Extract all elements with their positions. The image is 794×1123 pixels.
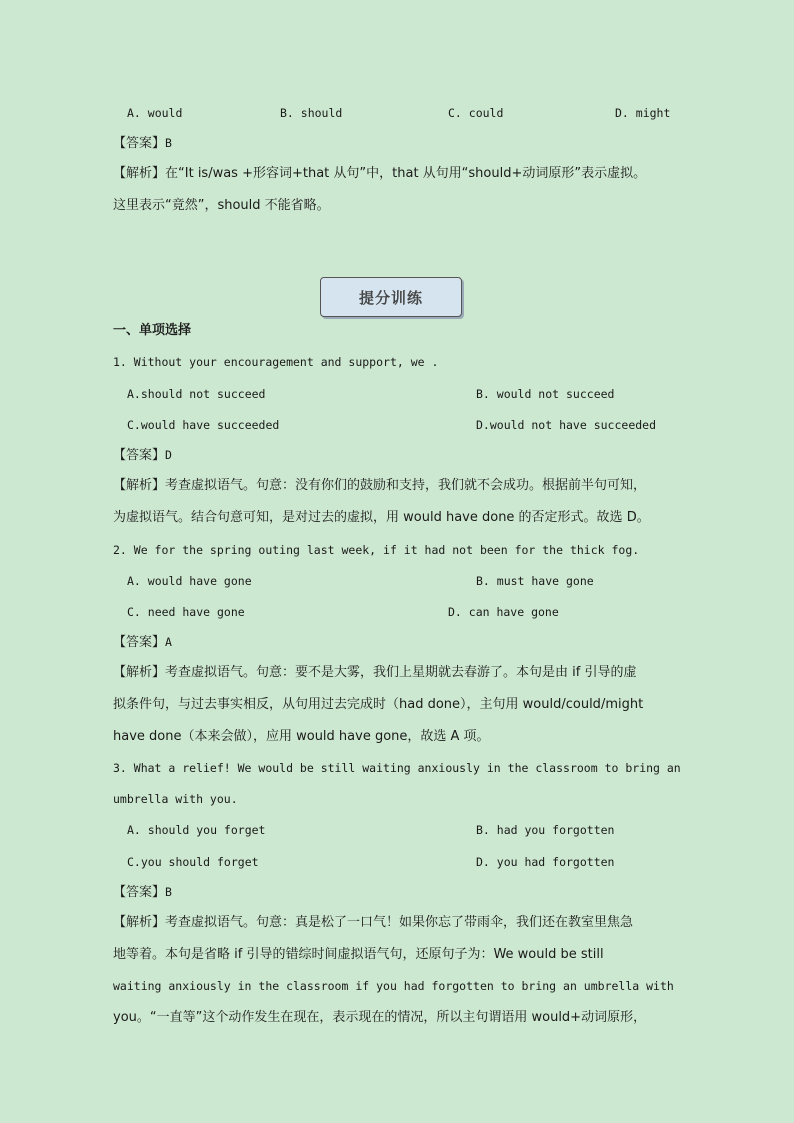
explain-line [113,477,646,495]
option-a: A. would have gone [127,574,252,588]
explain-line [113,914,633,932]
option-b: B. must have gone [476,574,594,588]
option-a: A.should not succeed [127,387,266,401]
answer-value: A [165,635,172,649]
option-b: B. should [280,106,343,120]
explain-line: 地等着。本句是省略 if 引导的错综时间虚拟语气句，还原句子为：We would be still [113,947,604,962]
answer-value: D [165,448,172,462]
explain-text: 在“It is/was +形容词+that 从句”中，that 从句用“should+动词原形”表示虚拟。 [165,166,647,181]
option-c: C.you should forget [127,855,259,869]
option-a: A. should you forget [127,823,266,837]
explain-tag: 【解析】 [113,915,166,930]
explain-line: 这里表示“竟然”，should 不能省略。 [113,198,330,213]
answer-tag: 【答案】 [113,448,166,463]
option-c: C.would have succeeded [127,418,280,432]
answer-line [113,633,172,652]
answer-line [113,446,172,465]
explain-line: you。“一直等”这个动作发生在现在，表示现在的情况，所以主句谓语用 would+动词原形， [113,1010,647,1025]
answer-line [113,134,172,153]
explain-tag: 【解析】 [113,166,166,181]
option-b: B. had you forgotten [476,823,615,837]
explain-tag: 【解析】 [113,665,166,680]
explain-line: waiting anxiously in the classroom if you had forgotten to bring an umbrella with [113,979,674,993]
option-c: C. need have gone [127,605,245,619]
question-stem-cont: umbrella with you. [113,792,238,806]
option-d: D. you had forgotten [476,855,615,869]
answer-tag: 【答案】 [113,635,166,650]
explain-text: 考查虚拟语气。句意：真是松了一口气！如果你忘了带雨伞，我们还在教室里焦急 [165,915,634,930]
section-banner: 提分训练 [320,277,462,317]
option-c: C. could [448,106,504,120]
option-d: D.would not have succeeded [476,418,657,432]
question-stem: 2. We for the spring outing last week, if it had not been for the thick fog. [113,543,640,557]
explain-line: 拟条件句，与过去事实相反，从句用过去完成时（had done），主句用 would/could/might [113,697,644,712]
explain-line [113,664,636,682]
explain-line [113,165,646,183]
explain-line: 为虚拟语气。结合句意可知，是对过去的虚拟，用 would have done 的否定形式。故选 D。 [113,510,650,525]
answer-tag: 【答案】 [113,136,166,151]
option-b: B. would not succeed [476,387,615,401]
explain-text: 考查虚拟语气。句意：没有你们的鼓励和支持，我们就不会成功。根据前半句可知， [165,478,647,493]
question-stem: 3. What a relief! We would be still waiting anxiously in the classroom to bring an [113,761,681,775]
answer-line [113,883,172,902]
explain-text: 考查虚拟语气。句意：要不是大雾，我们上星期就去春游了。本句是由 if 引导的虚 [165,665,637,680]
option-d: D. might [615,106,671,120]
explain-tag: 【解析】 [113,478,166,493]
explain-line: have done（本来会做），应用 would have gone，故选 A 项。 [113,729,490,744]
answer-tag: 【答案】 [113,885,166,900]
option-d: D. can have gone [448,605,559,619]
option-a: A. would [127,106,183,120]
question-stem: 1. Without your encouragement and support, we . [113,355,439,369]
section-title: 一、单项选择 [113,323,192,338]
answer-value: B [165,885,172,899]
answer-value: B [165,136,172,150]
